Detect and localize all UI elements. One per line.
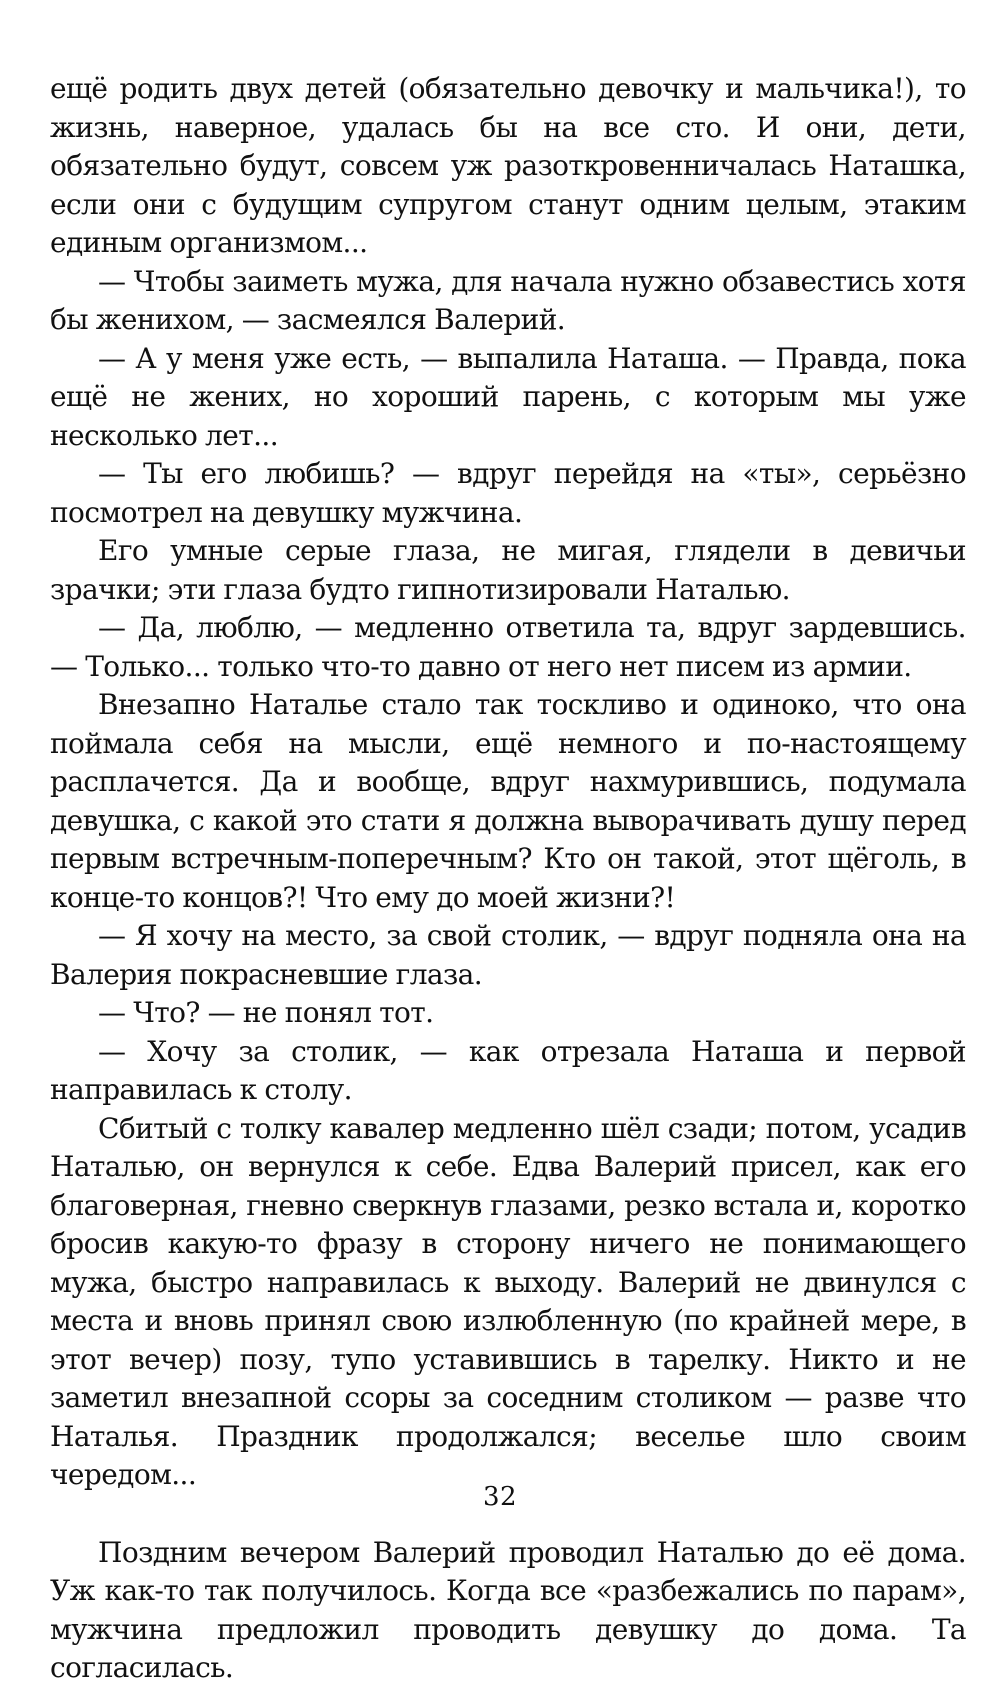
paragraph-10: — Хочу за столик, — как отрезала Наташа и первой направилась к столу.: [50, 1034, 966, 1106]
paragraph-9: — Что? — не понял тот.: [98, 996, 434, 1029]
paragraph-4: — Ты его любишь? — вдруг перейдя на «ты», серьёзно посмотрел на девушку мужчина.: [50, 457, 966, 529]
paragraph-8: — Я хочу на место, за свой столик, — вдруг подняла она на Валерия покрасневшие глаза.: [50, 919, 966, 991]
paragraph-12: Поздним вечером Валерий проводил Наталью до её дома. Уж как-то так получилось. Когда все «разбежались по парам», мужчина предложил проводить девушку до дома. Та согласилась.: [50, 1535, 966, 1684]
paragraph-11: Сбитый с толку кавалер медленно шёл сзади; потом, усадив Наталью, он вернулся к себе. Едва Валерий присел, как его благоверная, гневно сверкнув глазами, резко встала и, коротко бросив какую-то фразу в сторону ничего не понимающего мужа, быстро направилась к выходу. Валерий не двинулся с места и вновь принял свою излюбленную (по крайней мере, в этот вечер) позу, тупо уставившись в тарелку. Никто и не заметил внезапной ссоры за соседним столиком — разве что Наталья. Праздник продолжался; веселье шло своим чередом...: [50, 1111, 966, 1491]
page-number: 32: [482, 1482, 518, 1512]
paragraph-6: — Да, люблю, — медленно ответила та, вдруг зардевшись. — Только... только что-то давно от него нет писем из армии.: [50, 611, 966, 683]
paragraph-3: — А у меня уже есть, — выпалила Наташа. — Правда, пока ещё не жених, но хороший парень, с которым мы уже несколько лет...: [50, 341, 966, 452]
page-body: [50, 70, 966, 1688]
paragraph-7: Внезапно Наталье стало так тоскливо и одиноко, что она поймала себя на мысли, ещё немного и по-настоящему расплачется. Да и вообще, вдруг нахмурившись, подумала девушка, с какой это стати я должна выворачивать душу перед первым встречным-поперечным? Кто он такой, этот щёголь, в конце-то концов?! Что ему до моей жизни?!: [50, 688, 966, 914]
paragraph-5: Его умные серые глаза, не мигая, глядели в девичьи зрачки; эти глаза будто гипнотизировали Наталью.: [50, 534, 966, 606]
paragraph-2: — Чтобы заиметь мужа, для начала нужно обзавестись хотя бы женихом, — засмеялся Валерий.: [50, 264, 966, 336]
paragraph-1: ещё родить двух детей (обязательно девочку и мальчика!), то жизнь, наверное, удалась бы на все сто. И они, дети, обязательно будут, совсем уж разоткровенничалась Наташка, если они с будущим супругом станут одним целым, этаким единым организмом...: [50, 72, 966, 259]
